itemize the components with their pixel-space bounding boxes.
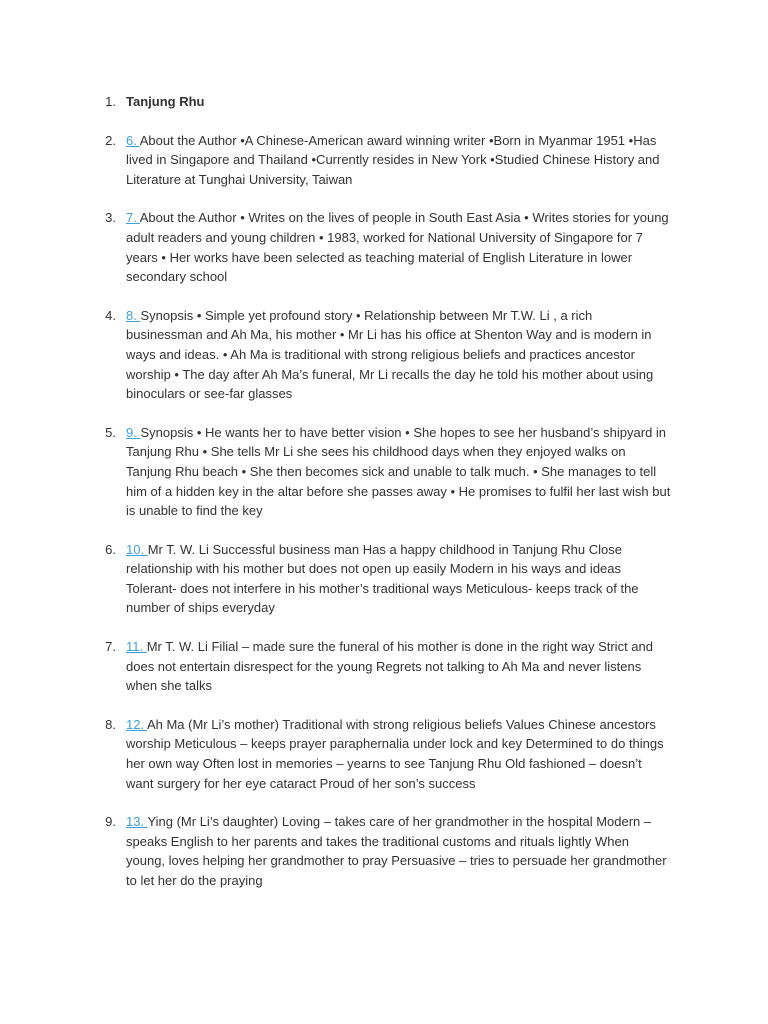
list-item [0, 131, 768, 190]
item-number: 9. [105, 814, 116, 830]
item-body [126, 540, 671, 618]
item-number: 7. [105, 639, 116, 655]
item-body [126, 423, 671, 521]
list-item [0, 637, 768, 696]
item-number: 2. [105, 132, 116, 148]
slide-link[interactable]: 9. [126, 424, 141, 440]
item-number: 8. [105, 716, 116, 732]
item-text: About the Author • Writes on the lives of people in South East Asia • Writes stories for young adult readers and young children • 1983, worked for National University of Singapore for 7 years • Her works have been selected as teaching material of English Literature in lower secondary school [126, 210, 669, 285]
slide-link[interactable]: 12. [126, 716, 147, 732]
document-title: Tanjung Rhu [126, 94, 205, 109]
slide-link[interactable]: 11. [126, 639, 147, 655]
item-text: Ying (Mr Li’s daughter) Loving – takes care of her grandmother in the hospital Modern – speaks English to her parents and takes the traditional customs and rituals lightly When young, loves helping her grandmother to pray Persuasive – tries to persuade her grandmother to let her do the praying [126, 814, 667, 888]
item-number: 3. [105, 210, 116, 226]
list-item [0, 540, 768, 618]
item-body [126, 92, 671, 112]
item-body [126, 812, 671, 890]
slide-link[interactable]: 8. [126, 307, 141, 323]
item-body [126, 715, 671, 793]
item-body [126, 131, 671, 190]
item-text: Synopsis • He wants her to have better vision • She hopes to see her husband’s shipyard in Tanjung Rhu • She tells Mr Li she sees his childhood days when they enjoyed walks on Tanjung Rhu beach • She then becomes sick and unable to talk much. • She manages to tell him of a hidden key in the altar before she passes away • He promises to fulfil her last wish but is unable to find the key [126, 424, 671, 519]
slide-link[interactable]: 13. [126, 814, 148, 830]
item-body [126, 208, 671, 286]
slide-link[interactable]: 6. [126, 132, 140, 148]
item-number: 4. [105, 307, 116, 323]
item-body [126, 306, 671, 404]
item-text: Mr T. W. Li Successful business man Has a happy childhood in Tanjung Rhu Close relationship with his mother but does not open up easily Modern in his ways and ideas Tolerant- does not interfere in his mother’s traditional ways Meticulous- keeps track of the number of ships everyday [126, 541, 639, 616]
list-item [0, 92, 768, 112]
item-body [126, 637, 671, 696]
list-item [0, 812, 768, 890]
item-text: About the Author •A Chinese-American award winning writer •Born in Myanmar 1951 •Has lived in Singapore and Thailand •Currently resides in New York •Studied Chinese History and Literature at Tunghai University, Taiwan [126, 132, 660, 187]
item-number: 5. [105, 424, 116, 440]
list-item [0, 306, 768, 404]
item-text: Synopsis • Simple yet profound story • Relationship between Mr T.W. Li , a rich businessman and Ah Ma, his mother • Mr Li has his office at Shenton Way and is modern in ways and ideas. • Ah Ma is traditional with strong religious beliefs and practices ancestor worship • The day after Ah Ma’s funeral, Mr Li recalls the day he told his mother about using binoculars or see-far glasses [126, 307, 654, 402]
item-text: Mr T. W. Li Filial – made sure the funeral of his mother is done in the right way Strict and does not entertain disrespect for the young Regrets not talking to Ah Ma and never listens when she talks [126, 639, 653, 694]
item-number: 6. [105, 541, 116, 557]
document-list [0, 92, 768, 910]
list-item [0, 208, 768, 286]
slide-link[interactable]: 10. [126, 541, 148, 557]
item-number: 1. [105, 94, 116, 109]
list-item [0, 715, 768, 793]
list-item [0, 423, 768, 521]
item-text: Ah Ma (Mr Li’s mother) Traditional with strong religious beliefs Values Chinese ancestors worship Meticulous – keeps prayer paraphernalia under lock and key Determined to do things her own way Often lost in memories – yearns to see Tanjung Rhu Old fashioned – doesn’t want surgery for her eye cataract Proud of her son’s success [126, 716, 664, 791]
slide-link[interactable]: 7. [126, 210, 140, 226]
